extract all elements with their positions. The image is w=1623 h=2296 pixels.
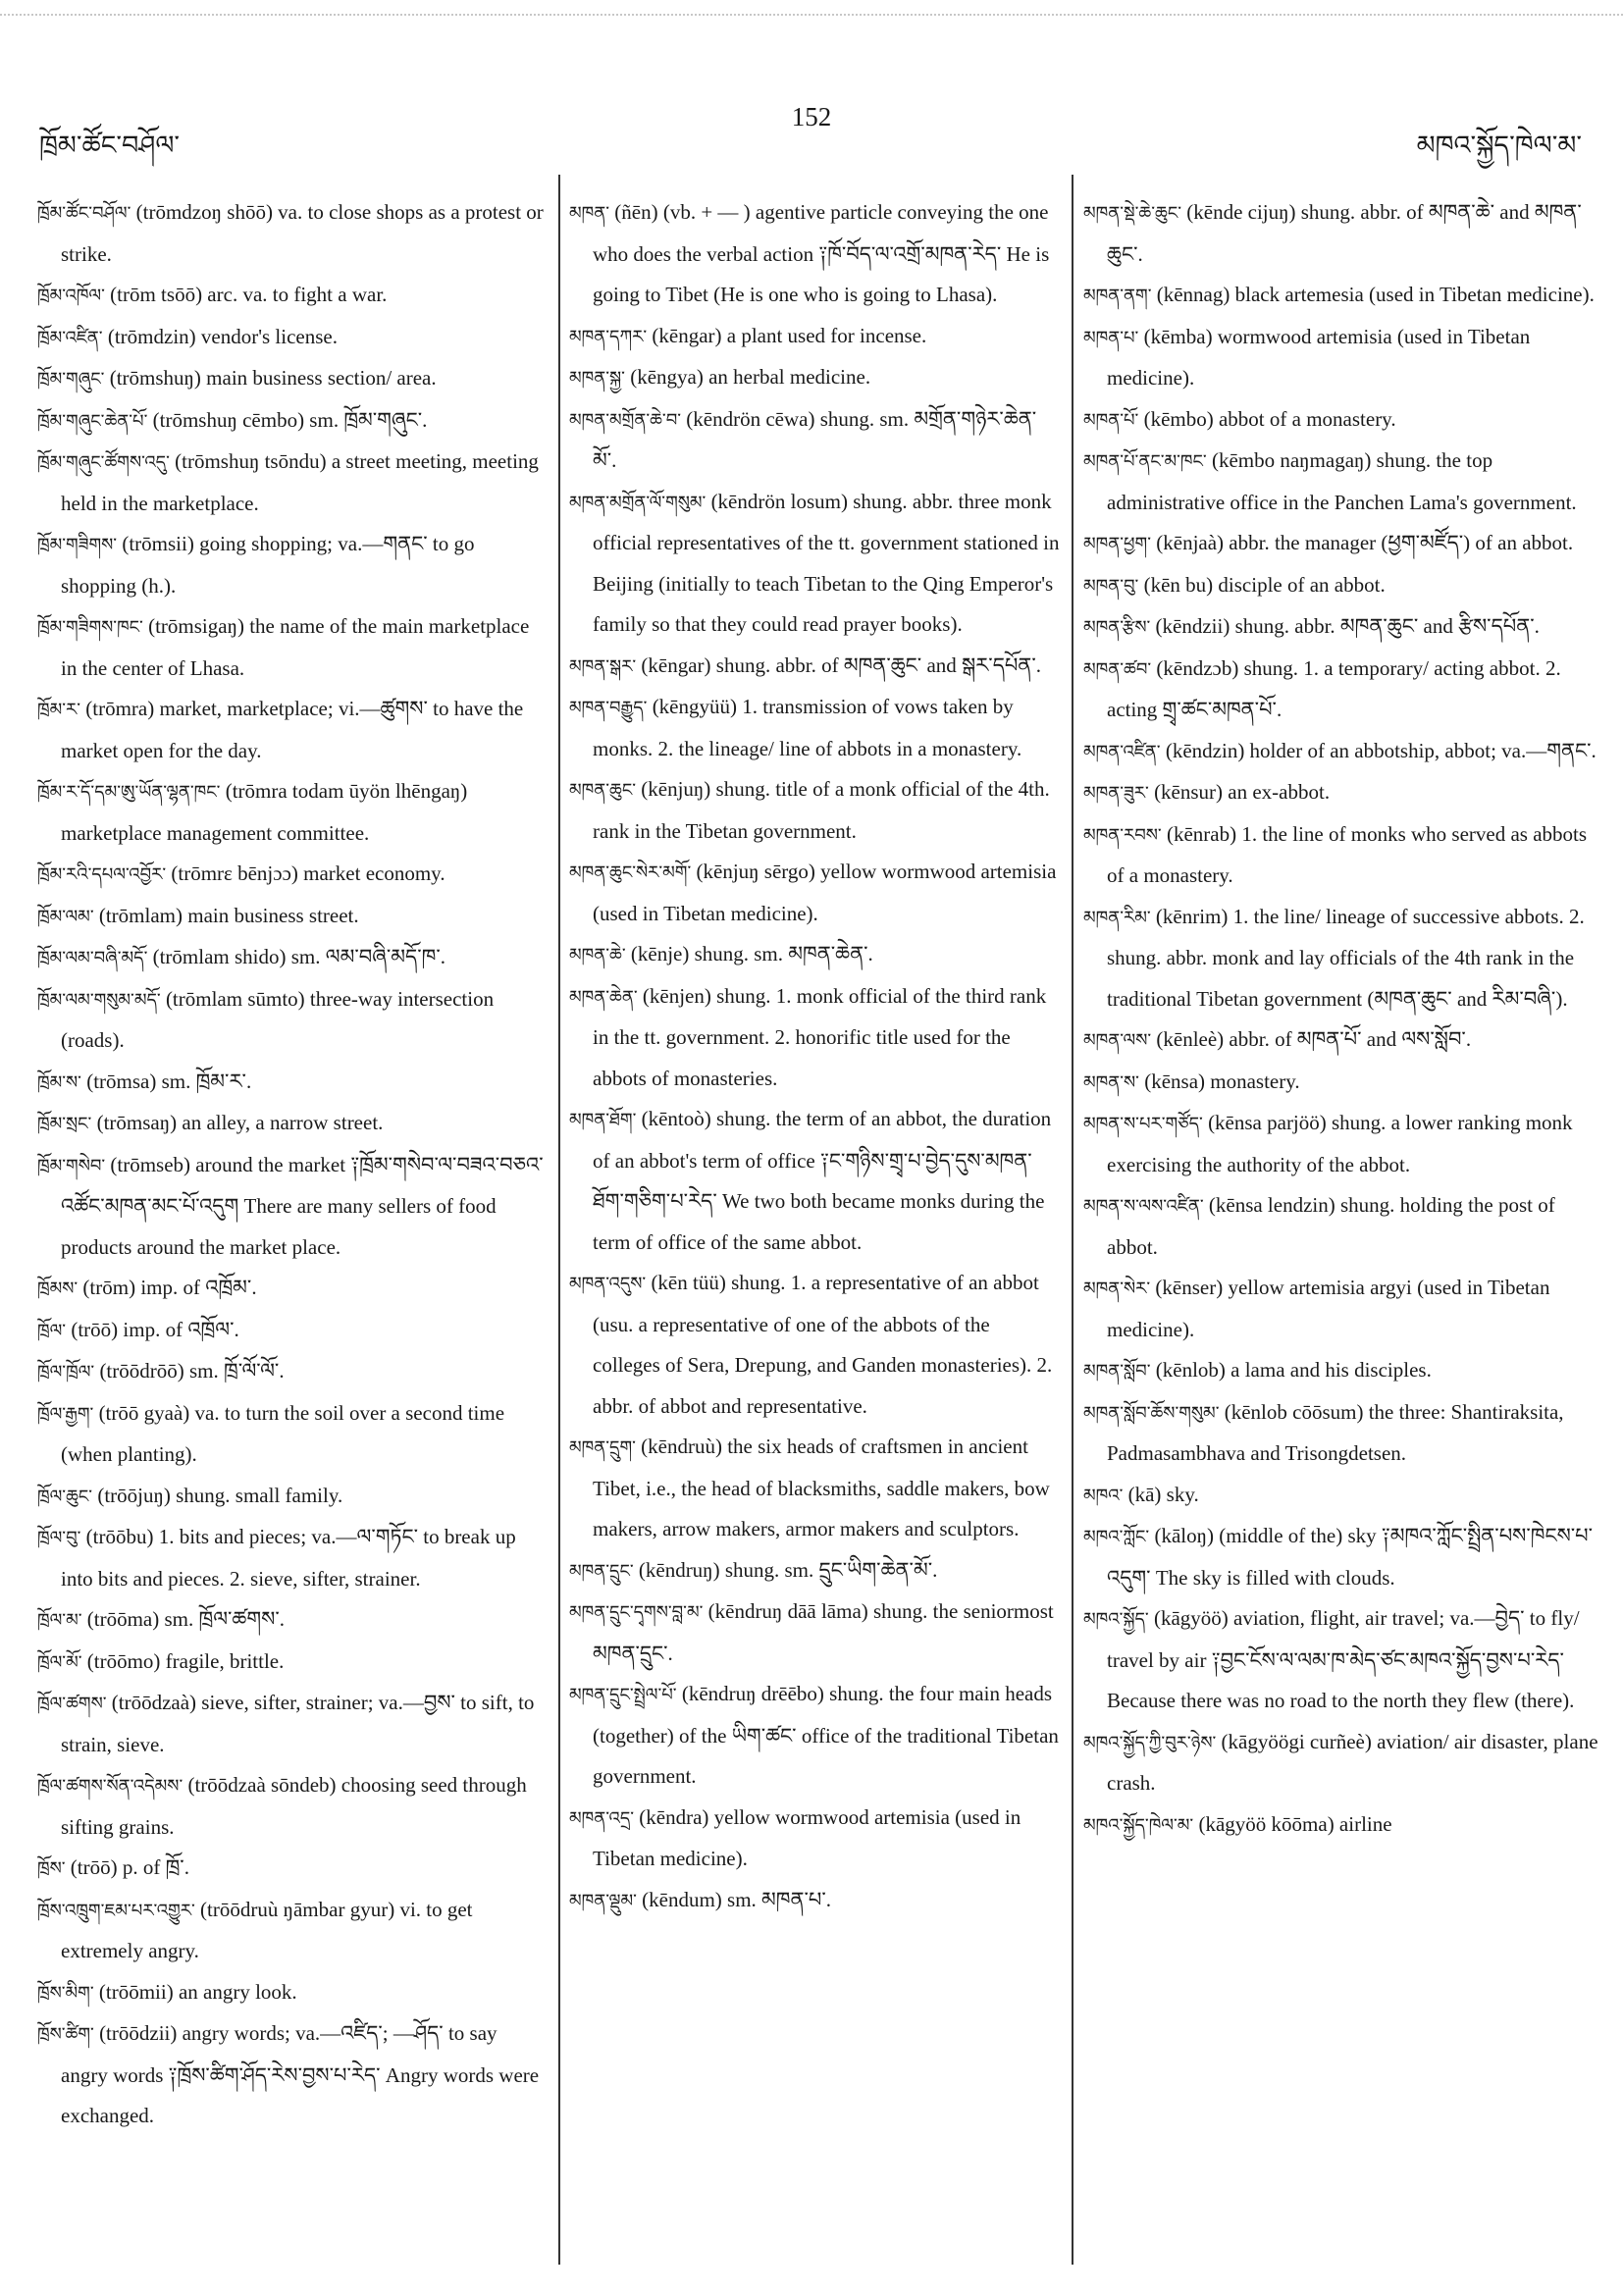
dictionary-entry [1083,317,1603,399]
dictionary-entry [37,1351,548,1393]
entry-headword: ཁྲོམ་ཚོང་བཤོལ་ [37,203,131,224]
dictionary-entry [37,896,548,938]
entry-definition: (trōōmii) an angry look. [93,1979,297,2004]
dictionary-entry [569,852,1060,934]
entry-headword: མཁའ་ [1083,1485,1124,1506]
dictionary-entry [569,769,1060,852]
entry-headword: ཁྲོལ་རྒྱག་ [37,1403,94,1425]
dictionary-entry [1083,399,1603,442]
entry-definition: (trōmseb) around the market ༑ཁྲོམ་གསེབ་ལ་བཟའ་བཅའ་འཚོང་མཁན་མང་པོ་འདུག There are many sellers of food products around the market place. [61,1152,544,1259]
entry-headword: མཁན་ཐོག་ [569,1110,637,1130]
entry-headword: མཁན་འདྲ་ [569,1807,635,1829]
dictionary-entry [1083,1392,1603,1475]
dictionary-entry [569,646,1060,688]
entry-definition: (kēnsa lendzin) shung. holding the post of abbot. [1107,1193,1555,1259]
dictionary-entry [1083,772,1603,814]
dictionary-entry [1083,1103,1603,1185]
entry-headword: ཁྲོམ་ལམ་ [37,906,94,927]
dictionary-entry [1083,1185,1603,1268]
entry-definition: (kēnsur) an ex-abbot. [1148,780,1331,804]
entry-headword: མཁན་ཆེན་ [569,986,638,1008]
entry-definition: (kēnje) shung. sm. མཁན་ཆེན་. [625,942,873,965]
entry-headword: ཁྲོམ་གཞུང་ཚོགས་འདུ་ [37,452,170,473]
entry-headword: མཁན་ཆུང་སེར་མགོ་ [569,862,692,883]
entry-headword: ཁྲོལ་ཆུང་ [37,1486,93,1507]
entry-headword: ཁྲོམ་གཞུང་ [37,369,105,390]
dictionary-entry [37,1848,548,1890]
entry-headword: ཁྲོམ་འཛིན་ [37,327,103,348]
entry-definition: (kāgyöögi curñeè) aviation/ air disaster, plane crash. [1107,1729,1598,1795]
entry-definition: (trōmlam shido) sm. ལམ་བཞི་མདོ་ཁ་. [147,945,445,968]
entry-definition: (trōō) p. of ཁྲོ་. [65,1855,189,1879]
entry-headword: ཁྲོམ་ས་ [37,1071,81,1093]
entry-definition: (kēn bu) disciple of an abbot. [1138,572,1386,597]
dictionary-entry [1083,731,1603,773]
dictionary-entry [569,1674,1060,1798]
entry-definition: (kēnde cijuŋ) shung. abbr. of མཁན་ཆེ་ and མཁན་ཆུང་. [1107,200,1582,266]
entry-headword: མཁན་ས་པར་གཙོད་ [1083,1114,1203,1134]
dictionary-entry [1083,192,1603,275]
column-divider [558,175,560,2265]
entry-definition: (kēnlob cōōsum) the three: Shantiraksita, Padmasambhava and Trisongdetsen. [1107,1399,1564,1465]
dictionary-entry [37,606,548,689]
entry-headword: ཁྲོམ་གཞུང་ཆེན་པོ་ [37,410,148,432]
entry-headword: མཁན་པོ་ནང་མ་ཁང་ [1083,451,1207,472]
dictionary-entry [37,358,548,400]
entry-definition: (trōōdruù ŋāmbar gyur) vi. to get extremely angry. [61,1897,473,1962]
entry-headword: ཁྲོས་འཁྲུག་ཇམ་པར་འགྱུར་ [37,1900,195,1921]
entry-definition: (kēnsa) monastery. [1138,1069,1300,1093]
entry-definition: (trōmra) market, marketplace; vi.—ཚུགས་ to have the market open for the day. [61,697,524,762]
dictionary-entry [1083,1598,1603,1722]
entry-headword: མཁན་ཆུང་ [569,780,637,801]
entry-definition: (kēnjuŋ) shung. title of a monk official of the 4th. rank in the Tibetan government. [593,777,1050,843]
entry-definition: (kēntoò) shung. the term of an abbot, the duration of an abbot's term of office ༑ང་གཉིས་གྲྭ་པ་བྱེད་དུས་མཁན་ཐོག་གཅིག་པ་རེད་ We two both became monks during the term of office of the same abbot. [593,1107,1052,1254]
entry-headword: མཁའ་སྐྱོད་ཀྱི་བུར་ཉེས་ [1083,1732,1217,1753]
entry-definition: (kēnjaà) abbr. the manager (ཕྱག་མཛོད་) of an abbot. [1151,531,1574,554]
dictionary-entry [1083,1350,1603,1392]
entry-definition: (kēnrab) 1. the line of monks who served as abbots of a monastery. [1107,821,1588,887]
dictionary-entry [37,1062,548,1104]
entry-headword: མཁན་བུ་ [1083,575,1139,597]
entry-definition: (kā) sky. [1123,1482,1199,1506]
entry-headword: མཁན་ལས་ [1083,1030,1152,1051]
running-head-left: ཁྲོམ་ཚོང་བཤོལ་ [39,130,181,161]
dictionary-entry [569,357,1060,399]
entry-headword: མཁན་འདུས་ [569,1274,647,1294]
entry-headword: ཁྲོལ་ [37,1320,67,1341]
entry-definition: (trōō gyaà) va. to turn the soil over a second time (when planting). [61,1400,505,1466]
entry-definition: (trōmshuŋ) main business section/ area. [104,366,437,390]
entry-definition: (kēndum) sm. མཁན་པ་. [636,1887,832,1911]
dictionary-entry [37,1393,548,1476]
entry-headword: ཁྲོལ་མ་ [37,1610,82,1631]
entry-definition: (kēndruŋ drēēbo) shung. the four main heads (together) of the ཡིག་ཚང་ office of the traditional Tibetan government. [593,1682,1059,1788]
dictionary-entry [1083,1475,1603,1517]
dictionary-entry [1083,606,1603,649]
dictionary-entry [37,689,548,771]
entry-headword: ཁྲོམ་ར་དོ་དམ་ཨུ་ཡོན་ལྷན་ཁང་ [37,782,221,803]
entry-headword: མཁན་སྐྱ་ [569,368,625,389]
dictionary-entry [37,1599,548,1642]
entry-headword: ཁྲོམ་གཟིགས་ཁང་ [37,617,143,638]
dictionary-column-3 [1083,192,1603,2263]
entry-definition: (trōōdzaà sōndeb) choosing seed through sifting grains. [61,1773,527,1839]
entry-definition: (trōōmo) fragile, brittle. [81,1648,285,1673]
dictionary-entry [569,399,1060,482]
entry-definition: (ñēn) (vb. + — ) agentive particle conveying the one who does the verbal action ༑ཁོ་བོད་ལ་འགྲོ་མཁན་རེད་ He is going to Tibet (He is one who is going to Lhasa). [593,200,1050,306]
dictionary-entry [1083,1062,1603,1104]
entry-definition: (kēnser) yellow artemisia argyi (used in Tibetan medicine). [1107,1276,1550,1341]
dictionary-entry [37,1268,548,1310]
entry-headword: མཁན་སེར་ [1083,1278,1151,1299]
entry-headword: མཁན་རབས་ [1083,824,1162,846]
entry-definition: (kēndzii) shung. abbr. མཁན་ཆུང་ and རྩིས་དཔོན་. [1150,614,1540,638]
entry-definition: (kēnjuŋ sērgo) yellow wormwood artemisia (used in Tibetan medicine). [593,860,1057,925]
entry-definition: (kāgyöö) aviation, flight, air travel; va.—བྱེད་ to fly/ travel by air ༑བྱང་ངོས་ལ་ལམ་ཁ་མེད་ཙང་མཁའ་སྐྱོད་བྱས་པ་རེད་ Because there was no road to the north they flew (there). [1107,1606,1580,1712]
entry-headword: མཁན་ནག་ [1083,286,1152,306]
entry-definition: (trōmlam) main business street. [93,903,359,927]
dictionary-entry [569,1798,1060,1880]
entry-definition: (trōōjuŋ) shung. small family. [92,1483,343,1507]
entry-headword: ཁྲོས་ཚིག་ [37,2024,94,2045]
entry-definition: (kēn tüü) shung. 1. a representative of an abbot (usu. a representative of one of the abbots of the colleges of Sera, Drepung, and Ganden monasteries). 2. abbr. of abbot and representative. [593,1271,1053,1418]
entry-headword: ཁྲོམ་ལམ་གསུམ་མདོ་ [37,989,161,1011]
entry-definition: (kāgyöö kōōma) airline [1193,1811,1392,1836]
dictionary-entry [569,1550,1060,1592]
dictionary-entry [569,192,1060,316]
dictionary-entry [569,316,1060,358]
entry-definition: (kāloŋ) (middle of the) sky ༑མཁའ་ཀློང་སྤྲིན་པས་ཁེངས་པ་འདུག་ The sky is filled with clouds. [1107,1524,1594,1590]
entry-definition: (kēmbo) abbot of a monastery. [1138,406,1396,431]
entry-headword: ཁྲོམ་སྲང་ [37,1114,92,1134]
entry-headword: མཁན་ཟུར་ [1083,783,1149,804]
dictionary-entry [37,442,548,524]
entry-definition: (kēngyüü) 1. transmission of vows taken by monks. 2. the lineage/ line of abbots in a monastery. [593,695,1022,760]
entry-definition: (trōōdrōō) sm. ཁྲོ་ལོ་ལོ་. [94,1359,285,1383]
dictionary-entry [37,1890,548,1972]
dictionary-entry [37,1972,548,2014]
entry-headword: མཁན་པོ་ [1083,409,1139,431]
dictionary-entry [37,979,548,1062]
dictionary-column-2 [569,192,1060,2263]
entry-definition: (trōmrɛ bēnjɔɔ) market economy. [166,861,445,885]
dictionary-entry [1083,1019,1603,1062]
entry-headword: ཁྲོམ་ར་ [37,700,81,720]
entry-headword: ཁྲོལ་མོ་ [37,1651,82,1673]
entry-definition: (trōmlam sūmto) three-way intersection (roads). [61,986,495,1052]
entry-headword: ཁྲོམ་གསེབ་ [37,1155,106,1176]
dictionary-entry [569,1099,1060,1263]
running-head-right: མཁའ་སྐྱོད་ཁེལ་མ་ [1416,130,1582,161]
entry-headword: མཁན་སྡེ་ཆེ་ཆུང་ [1083,203,1181,224]
entry-headword: མཁན་དྲུག་ [569,1437,636,1458]
entry-headword: ཁྲོམས་ [37,1278,79,1299]
entry-definition: (kēndruù) the six heads of craftsmen in ancient Tibet, i.e., the head of blacksmiths, saddle makers, bow makers, arrow makers, armor makers and sculptors. [593,1435,1050,1540]
entry-headword: ཁྲོམ་འཁོལ་ [37,286,105,306]
dictionary-entry [37,771,548,854]
entry-definition: (kēndruŋ) shung. sm. དྲུང་ཡིག་ཆེན་མོ་. [633,1557,938,1582]
dictionary-entry [1083,565,1603,607]
entry-headword: མཁན་སྒར་ [569,655,637,677]
entry-headword: མཁན་མགྲོན་ཆེ་བ་ [569,409,682,431]
entry-headword: མཁན་སློབ་ [1083,1361,1151,1382]
dictionary-entry [37,524,548,606]
dictionary-entry [1083,1804,1603,1847]
entry-definition: (kēnlob) a lama and his disciples. [1150,1358,1432,1382]
entry-headword: མཁན་དྲུང་ [569,1560,634,1582]
entry-definition: (kēndzin) holder of an abbotship, abbot; va.—གནང་. [1160,738,1597,762]
dictionary-entry [569,687,1060,769]
entry-headword: མཁན་དཀར་ [569,326,648,347]
entry-definition: (kēndrön losum) shung. abbr. three monk official representatives of the tt. government stationed in Beijing (initially to teach Tibetan to the Qing Emperor's family so that they could read prayer books). [593,489,1060,636]
entry-definition: (trōmsigaŋ) the name of the main marketplace in the center of Lhasa. [61,614,530,680]
dictionary-entry [37,937,548,979]
entry-headword: མཁན་འཛིན་ [1083,741,1161,762]
dictionary-entry [1083,441,1603,523]
dictionary-entry [37,1517,548,1599]
entry-headword: མཁན་རྩིས་ [1083,617,1151,638]
entry-definition: (trōm) imp. of འཁྲོམ་. [78,1276,257,1299]
dictionary-entry [569,1880,1060,1922]
scan-artifact-line [0,14,1623,18]
entry-headword: ཁྲོས་ [37,1858,66,1879]
dictionary-entry [37,275,548,317]
dictionary-entry [1083,275,1603,317]
dictionary-entry [569,1592,1060,1674]
dictionary-entry [37,1103,548,1145]
entry-headword: མཁན་ [569,203,610,224]
entry-definition: (kēndra) yellow wormwood artemisia (used in Tibetan medicine). [593,1804,1021,1870]
entry-definition: (trōmdzoŋ shōō) va. to close shops as a protest or strike. [61,200,544,266]
entry-headword: མཁན་ཕྱག་ [1083,534,1152,554]
entry-definition: (kēmba) wormwood artemisia (used in Tibetan medicine). [1107,324,1531,390]
entry-definition: (kēngar) a plant used for incense. [647,323,927,347]
entry-definition: (trōmsa) sm. ཁྲོམ་ར་. [80,1069,252,1093]
entry-headword: མཁན་སློབ་ཆོས་གསུམ་ [1083,1402,1220,1424]
entry-definition: (kēndruŋ dāā lāma) shung. the seniormost མཁན་དྲུང་. [593,1599,1054,1665]
entry-headword: མཁན་བརྒྱུད་ [569,698,648,718]
entry-headword: མཁན་ཆེ་ [569,945,626,965]
entry-headword: མཁན་ས་ [1083,1071,1139,1093]
entry-definition: (trōmshuŋ tsōndu) a street meeting, meeting held in the marketplace. [61,449,539,515]
entry-definition: (kēndzɔb) shung. 1. a temporary/ acting abbot. 2. acting གྲྭ་ཚང་མཁན་པོ་. [1107,655,1561,721]
dictionary-entry [1083,523,1603,565]
entry-headword: མཁའ་སྐྱོད་ཁེལ་མ་ [1083,1814,1194,1836]
entry-definition: (trōmdzin) vendor's license. [102,324,338,348]
entry-headword: ཁྲོལ་ཁྲོལ་ [37,1362,95,1383]
entry-definition: (trōōma) sm. ཁྲོལ་ཚགས་. [81,1607,285,1631]
entry-definition: (trōm tsōō) arc. va. to fight a war. [104,283,388,306]
entry-headword: མཁའ་ཀློང་ [1083,1527,1150,1547]
dictionary-entry [37,1642,548,1684]
entry-definition: (kēnrim) 1. the line/ lineage of successive abbots. 2. shung. abbr. monk and lay officials of the 4th rank in the traditional Tibetan government (མཁན་ཆུང་ and རིམ་བཞི་). [1107,904,1585,1011]
entry-headword: མཁན་རིམ་ [1083,907,1151,928]
dictionary-entry [569,1427,1060,1550]
entry-definition: (trōmshuŋ cēmbo) sm. ཁྲོམ་གཞུང་. [147,407,428,432]
entry-definition: (trōmra todam ūyön lhēngaŋ) marketplace management committee. [61,779,468,845]
page-number: 152 [791,102,832,131]
dictionary-entry [1083,649,1603,731]
dictionary-entry [1083,897,1603,1020]
dictionary-entry [1083,1722,1603,1804]
entry-headword: མཁན་པ་ [1083,327,1139,348]
entry-definition: (trōō) imp. of འཁྲོལ་. [66,1317,239,1341]
entry-headword: ཁྲོམ་རའི་དཔལ་འབྱོར་ [37,864,167,885]
dictionary-entry [37,1145,548,1269]
entry-headword: མཁན་མགྲོན་ལོ་གསུམ་ [569,492,707,513]
dictionary-entry [1083,1516,1603,1598]
dictionary-entry [37,1683,548,1765]
entry-definition: (kēngya) an herbal medicine. [624,365,871,389]
dictionary-entry [37,192,548,275]
entry-headword: ཁྲོལ་ཚགས་སོན་འདེམས་ [37,1776,183,1797]
entry-headword: མཁན་ཚབ་ [1083,658,1152,680]
entry-headword: ཁྲོལ་བུ་ [37,1528,81,1548]
dictionary-column-1 [37,192,548,2263]
dictionary-entry [37,1765,548,1848]
entry-definition: (kēndrön cēwa) shung. sm. མགྲོན་གཉེར་ཆེན་མོ་. [593,406,1037,472]
entry-headword: མཁན་ལྡུམ་ [569,1890,637,1911]
dictionary-entry [37,1310,548,1352]
dictionary-entry [569,976,1060,1100]
dictionary-entry [37,1476,548,1518]
entry-headword: ཁྲོམ་ལམ་བཞི་མདོ་ [37,948,148,968]
entry-headword: མཁན་ས་ལས་འཛིན་ [1083,1196,1204,1217]
dictionary-entry [37,317,548,359]
column-divider [1072,175,1073,2265]
entry-definition: (trōōdzii) angry words; va.—འཛིད་; —ཤོད་ to say angry words ༑ཁྲོས་ཚིག་ཤོད་རེས་བྱས་པ་རེད་ Angry words were exchanged. [61,2021,540,2127]
entry-definition: (kēnsa parjöö) shung. a lower ranking monk exercising the authority of the abbot. [1107,1111,1573,1176]
entry-headword: མཁན་དྲུང་དྭགས་བླ་མ་ [569,1602,704,1623]
entry-definition: (trōōbu) 1. bits and pieces; va.—ལ་གཏོང་ to break up into bits and pieces. 2. sieve, sifter, strainer. [61,1525,516,1591]
entry-definition: (kēmbo naŋmagaŋ) shung. the top administrative office in the Panchen Lama's government. [1107,448,1577,514]
entry-headword: ཁྲོམ་གཟིགས་ [37,535,118,555]
dictionary-entry [1083,1268,1603,1350]
entry-headword: ཁྲོལ་ཚགས་ [37,1694,107,1714]
entry-headword: མཁའ་སྐྱོད་ [1083,1609,1149,1630]
dictionary-entry [37,854,548,896]
dictionary-entry [569,482,1060,646]
entry-definition: (trōmsii) going shopping; va.—གནང་ to go shopping (h.). [61,532,475,598]
entry-definition: (kēnnag) black artemesia (used in Tibetan medicine). [1151,283,1595,306]
entry-headword: མཁན་དྲུང་སྤྲེལ་པོ་ [569,1685,677,1705]
entry-definition: (kēnleè) abbr. of མཁན་པོ་ and ལས་སློབ་. [1151,1027,1472,1051]
dictionary-entry [37,400,548,443]
entry-definition: (trōōdzaà) sieve, sifter, strainer; va.—བྱས་ to sift, to strain, sieve. [61,1691,535,1756]
entry-headword: ཁྲོས་མིག་ [37,1982,94,2004]
dictionary-entry [1083,814,1603,897]
entry-definition: (kēngar) shung. abbr. of མཁན་ཆུང་ and སྒར་དཔོན་. [636,652,1041,677]
dictionary-entry [37,2013,548,2137]
dictionary-entry [569,1263,1060,1427]
entry-definition: (kēnjen) shung. 1. monk official of the third rank in the tt. government. 2. honorific title used for the abbots of monasteries. [593,983,1047,1090]
dictionary-entry [569,934,1060,976]
entry-definition: (trōmsaŋ) an alley, a narrow street. [91,1111,384,1134]
